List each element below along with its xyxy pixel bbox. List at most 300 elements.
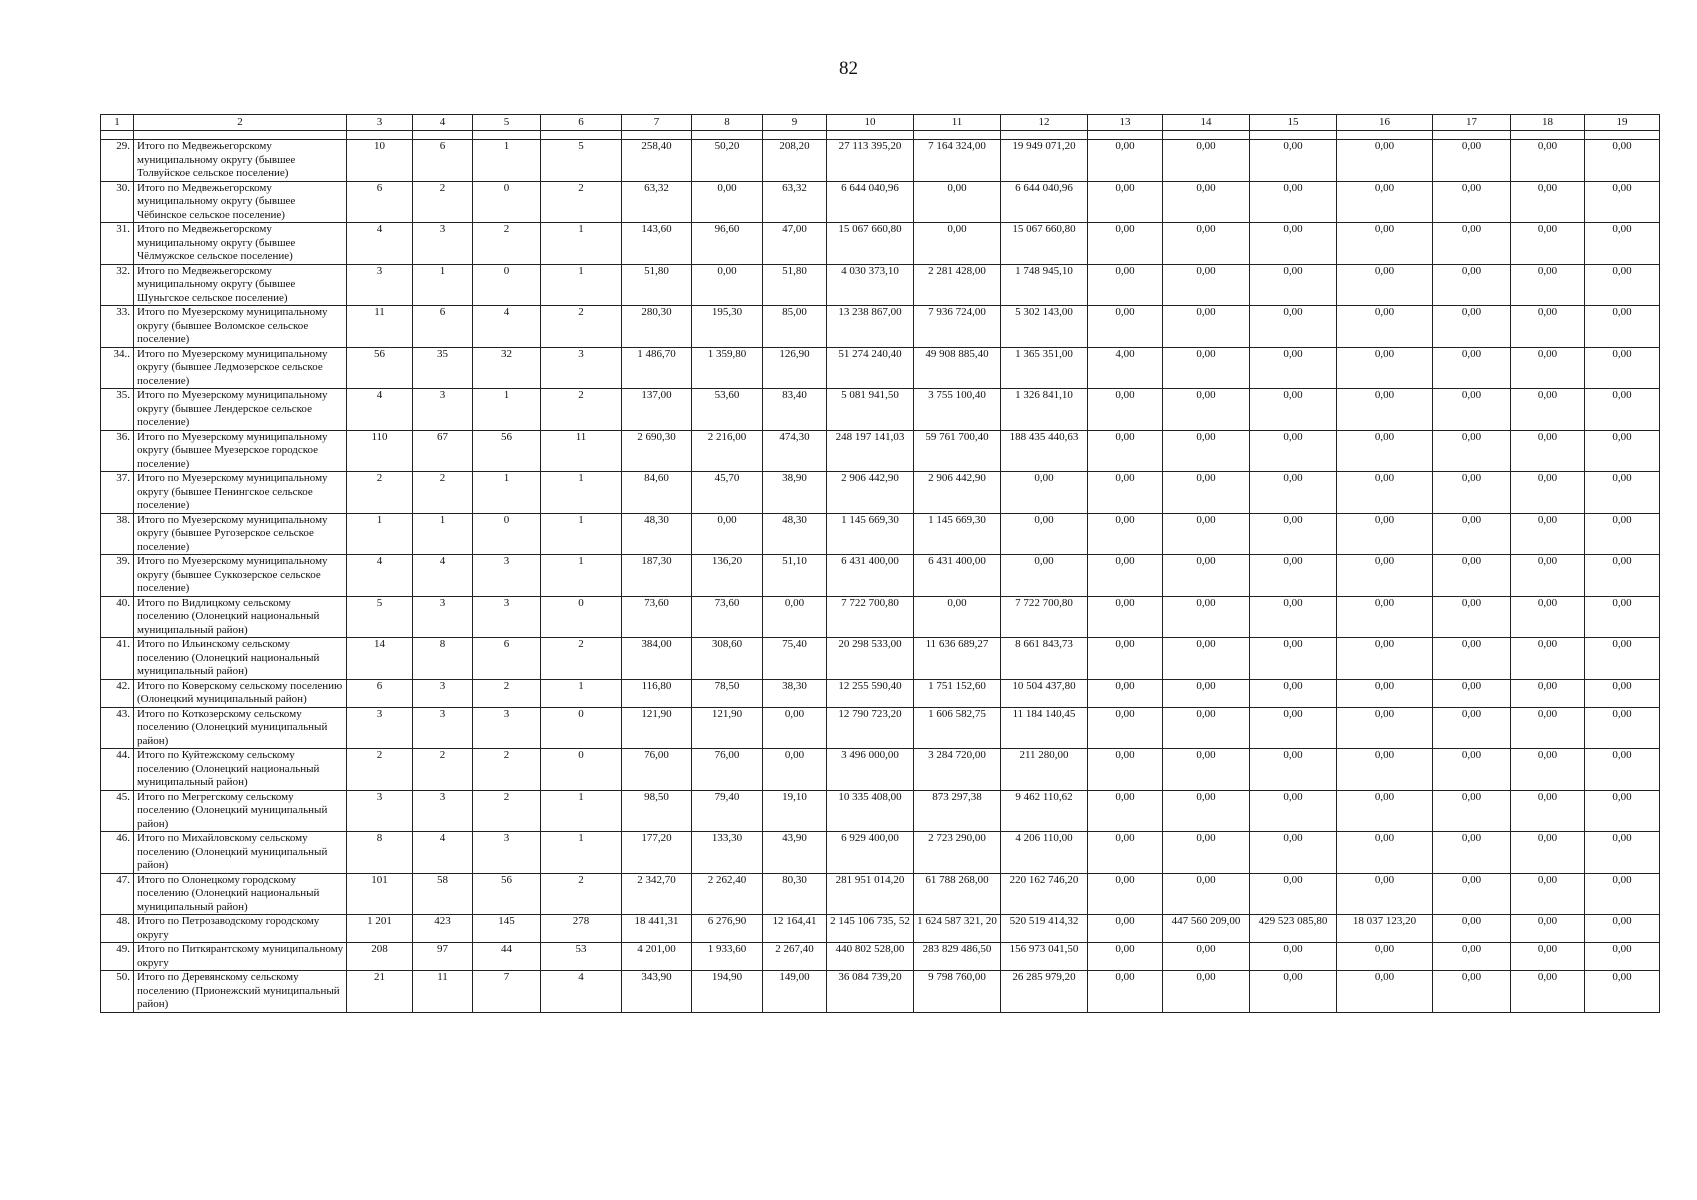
value-cell: 0,00 — [1337, 389, 1433, 431]
value-cell: 18 441,31 — [622, 915, 692, 943]
gap-cell — [827, 131, 914, 140]
table-row — [101, 389, 1660, 431]
value-cell: 0,00 — [1250, 264, 1337, 306]
value-cell: 1 — [473, 140, 541, 182]
value-cell: 0,00 — [1337, 943, 1433, 971]
value-cell: 0,00 — [1088, 596, 1163, 638]
value-cell: 27 113 395,20 — [827, 140, 914, 182]
value-cell: 4 030 373,10 — [827, 264, 914, 306]
value-cell: 101 — [347, 873, 413, 915]
gap-cell — [413, 131, 473, 140]
value-cell: 0,00 — [1337, 513, 1433, 555]
gap-row — [101, 131, 1660, 140]
row-name-cell: Итого по Муезерскому муниципальному округу (бывшее Воломское сельское поселение) — [134, 306, 347, 348]
value-cell: 0,00 — [1585, 389, 1660, 431]
value-cell: 0,00 — [1163, 790, 1250, 832]
value-cell: 2 — [541, 389, 622, 431]
value-cell: 21 — [347, 971, 413, 1013]
value-cell: 145 — [473, 915, 541, 943]
column-header-9: 9 — [763, 115, 827, 131]
value-cell: 1 748 945,10 — [1001, 264, 1088, 306]
value-cell: 0,00 — [1585, 707, 1660, 749]
value-cell: 3 — [413, 596, 473, 638]
value-cell: 1 326 841,10 — [1001, 389, 1088, 431]
value-cell: 0,00 — [914, 223, 1001, 265]
value-cell: 61 788 268,00 — [914, 873, 1001, 915]
row-number-cell: 41. — [101, 638, 134, 680]
value-cell: 0 — [541, 707, 622, 749]
row-name-cell: Итого по Михайловскому сельскому поселению (Олонецкий муниципальный район) — [134, 832, 347, 874]
value-cell: 0,00 — [1250, 347, 1337, 389]
value-cell: 12 255 590,40 — [827, 679, 914, 707]
value-cell: 0,00 — [1088, 430, 1163, 472]
column-header-4: 4 — [413, 115, 473, 131]
value-cell: 56 — [347, 347, 413, 389]
value-cell: 0,00 — [1337, 873, 1433, 915]
value-cell: 0,00 — [1585, 472, 1660, 514]
header-gap — [101, 131, 1660, 140]
value-cell: 143,60 — [622, 223, 692, 265]
header-row — [101, 115, 1660, 131]
value-cell: 7 722 700,80 — [1001, 596, 1088, 638]
value-cell: 0,00 — [1511, 873, 1585, 915]
value-cell: 1 201 — [347, 915, 413, 943]
value-cell: 343,90 — [622, 971, 692, 1013]
value-cell: 308,60 — [692, 638, 763, 680]
value-cell: 38,30 — [763, 679, 827, 707]
gap-cell — [692, 131, 763, 140]
value-cell: 5 081 941,50 — [827, 389, 914, 431]
column-header-6: 6 — [541, 115, 622, 131]
value-cell: 7 164 324,00 — [914, 140, 1001, 182]
value-cell: 873 297,38 — [914, 790, 1001, 832]
value-cell: 0,00 — [1250, 472, 1337, 514]
value-cell: 0,00 — [1585, 749, 1660, 791]
value-cell: 1 — [541, 790, 622, 832]
value-cell: 73,60 — [622, 596, 692, 638]
value-cell: 36 084 739,20 — [827, 971, 914, 1013]
value-cell: 15 067 660,80 — [827, 223, 914, 265]
value-cell: 0,00 — [1433, 140, 1511, 182]
value-cell: 0,00 — [1337, 971, 1433, 1013]
value-cell: 0,00 — [1163, 596, 1250, 638]
table-row — [101, 790, 1660, 832]
value-cell: 3 — [541, 347, 622, 389]
value-cell: 11 636 689,27 — [914, 638, 1001, 680]
row-number-cell: 34.. — [101, 347, 134, 389]
value-cell: 0,00 — [1163, 347, 1250, 389]
value-cell: 10 504 437,80 — [1001, 679, 1088, 707]
column-header-1: 1 — [101, 115, 134, 131]
table-row — [101, 472, 1660, 514]
value-cell: 0,00 — [1088, 749, 1163, 791]
value-cell: 3 — [347, 790, 413, 832]
row-name-cell: Итого по Муезерскому муниципальному округу (бывшее Лендерское сельское поселение) — [134, 389, 347, 431]
value-cell: 2 723 290,00 — [914, 832, 1001, 874]
column-header-16: 16 — [1337, 115, 1433, 131]
value-cell: 48,30 — [763, 513, 827, 555]
value-cell: 85,00 — [763, 306, 827, 348]
value-cell: 0,00 — [1250, 389, 1337, 431]
value-cell: 1 486,70 — [622, 347, 692, 389]
value-cell: 0,00 — [1585, 430, 1660, 472]
page-number: 82 — [839, 58, 858, 79]
value-cell: 0,00 — [1250, 596, 1337, 638]
value-cell: 0,00 — [1433, 472, 1511, 514]
table-row — [101, 555, 1660, 597]
row-name-cell: Итого по Муезерскому муниципальному округу (бывшее Ледмозерское сельское поселение) — [134, 347, 347, 389]
value-cell: 67 — [413, 430, 473, 472]
value-cell: 0,00 — [1163, 943, 1250, 971]
row-number-cell: 46. — [101, 832, 134, 874]
value-cell: 4 — [347, 223, 413, 265]
table-row — [101, 596, 1660, 638]
value-cell: 0,00 — [1088, 873, 1163, 915]
column-header-12: 12 — [1001, 115, 1088, 131]
value-cell: 0,00 — [1163, 679, 1250, 707]
value-cell: 280,30 — [622, 306, 692, 348]
row-name-cell: Итого по Медвежьегорскому муниципальному округу (бывшее Чёбинское сельское поселение) — [134, 181, 347, 223]
value-cell: 56 — [473, 430, 541, 472]
value-cell: 208,20 — [763, 140, 827, 182]
value-cell: 0,00 — [1511, 832, 1585, 874]
row-name-cell: Итого по Петрозаводскому городскому округу — [134, 915, 347, 943]
table-row — [101, 943, 1660, 971]
column-header-7: 7 — [622, 115, 692, 131]
value-cell: 2 — [541, 181, 622, 223]
value-cell: 12 164,41 — [763, 915, 827, 943]
column-header-5: 5 — [473, 115, 541, 131]
value-cell: 156 973 041,50 — [1001, 943, 1088, 971]
value-cell: 0,00 — [1585, 596, 1660, 638]
value-cell: 4 201,00 — [622, 943, 692, 971]
value-cell: 2 — [413, 181, 473, 223]
value-cell: 47,00 — [763, 223, 827, 265]
value-cell: 0,00 — [1250, 749, 1337, 791]
table-row — [101, 513, 1660, 555]
value-cell: 0 — [541, 749, 622, 791]
value-cell: 2 — [473, 679, 541, 707]
value-cell: 0,00 — [1585, 306, 1660, 348]
table-row — [101, 347, 1660, 389]
value-cell: 0,00 — [1250, 790, 1337, 832]
value-cell: 0,00 — [1585, 347, 1660, 389]
gap-cell — [763, 131, 827, 140]
value-cell: 0,00 — [1585, 943, 1660, 971]
value-cell: 0,00 — [1511, 264, 1585, 306]
table-row — [101, 873, 1660, 915]
value-cell: 0,00 — [1337, 430, 1433, 472]
value-cell: 0,00 — [1250, 943, 1337, 971]
value-cell: 0,00 — [1250, 223, 1337, 265]
value-cell: 283 829 486,50 — [914, 943, 1001, 971]
value-cell: 0,00 — [1250, 140, 1337, 182]
value-cell: 0,00 — [1250, 707, 1337, 749]
value-cell: 0,00 — [1250, 306, 1337, 348]
value-cell: 0,00 — [1163, 749, 1250, 791]
column-header-17: 17 — [1433, 115, 1511, 131]
value-cell: 1 — [541, 832, 622, 874]
value-cell: 79,40 — [692, 790, 763, 832]
row-number-cell: 39. — [101, 555, 134, 597]
value-cell: 1 — [413, 264, 473, 306]
row-name-cell: Итого по Муезерскому муниципальному округу (бывшее Суккозерское сельское поселение) — [134, 555, 347, 597]
value-cell: 0,00 — [1511, 389, 1585, 431]
value-cell: 3 — [413, 707, 473, 749]
value-cell: 0 — [473, 181, 541, 223]
row-number-cell: 44. — [101, 749, 134, 791]
value-cell: 2 281 428,00 — [914, 264, 1001, 306]
value-cell: 2 — [473, 790, 541, 832]
value-cell: 0,00 — [1337, 679, 1433, 707]
column-header-13: 13 — [1088, 115, 1163, 131]
value-cell: 0,00 — [1511, 223, 1585, 265]
value-cell: 194,90 — [692, 971, 763, 1013]
table-row — [101, 223, 1660, 265]
table-row — [101, 264, 1660, 306]
value-cell: 0,00 — [1250, 679, 1337, 707]
row-name-cell: Итого по Мегрегскому сельскому поселению (Олонецкий муниципальный район) — [134, 790, 347, 832]
value-cell: 0,00 — [1250, 832, 1337, 874]
value-cell: 0,00 — [1163, 306, 1250, 348]
value-cell: 0,00 — [1511, 513, 1585, 555]
value-cell: 83,40 — [763, 389, 827, 431]
value-cell: 78,50 — [692, 679, 763, 707]
value-cell: 51,10 — [763, 555, 827, 597]
value-cell: 2 690,30 — [622, 430, 692, 472]
row-number-cell: 37. — [101, 472, 134, 514]
value-cell: 0,00 — [1585, 915, 1660, 943]
value-cell: 2 — [347, 749, 413, 791]
gap-cell — [347, 131, 413, 140]
value-cell: 0,00 — [1511, 347, 1585, 389]
value-cell: 0,00 — [1163, 555, 1250, 597]
value-cell: 1 — [541, 513, 622, 555]
gap-cell — [1511, 131, 1585, 140]
value-cell: 1 624 587 321, 20 — [914, 915, 1001, 943]
value-cell: 0,00 — [1337, 140, 1433, 182]
value-cell: 0,00 — [1250, 638, 1337, 680]
value-cell: 11 — [541, 430, 622, 472]
row-number-cell: 35. — [101, 389, 134, 431]
gap-cell — [1163, 131, 1250, 140]
value-cell: 75,40 — [763, 638, 827, 680]
value-cell: 11 — [413, 971, 473, 1013]
value-cell: 2 262,40 — [692, 873, 763, 915]
value-cell: 0,00 — [1585, 679, 1660, 707]
value-cell: 3 — [473, 596, 541, 638]
value-cell: 0,00 — [1511, 596, 1585, 638]
value-cell: 248 197 141,03 — [827, 430, 914, 472]
value-cell: 0,00 — [1585, 971, 1660, 1013]
value-cell: 423 — [413, 915, 473, 943]
value-cell: 0,00 — [1088, 140, 1163, 182]
row-name-cell: Итого по Коверскому сельскому поселению (Олонецкий муниципальный район) — [134, 679, 347, 707]
row-name-cell: Итого по Муезерскому муниципальному округу (бывшее Муезерское городское поселение) — [134, 430, 347, 472]
gap-cell — [1250, 131, 1337, 140]
value-cell: 0,00 — [763, 596, 827, 638]
table-row — [101, 140, 1660, 182]
table-row — [101, 430, 1660, 472]
value-cell: 0,00 — [1511, 472, 1585, 514]
value-cell: 0,00 — [1585, 223, 1660, 265]
value-cell: 5 302 143,00 — [1001, 306, 1088, 348]
row-name-cell: Итого по Медвежьегорскому муниципальному округу (бывшее Шуньгское сельское поселение) — [134, 264, 347, 306]
value-cell: 0,00 — [1433, 306, 1511, 348]
value-cell: 136,20 — [692, 555, 763, 597]
value-cell: 12 790 723,20 — [827, 707, 914, 749]
value-cell: 440 802 528,00 — [827, 943, 914, 971]
value-cell: 429 523 085,80 — [1250, 915, 1337, 943]
table-row — [101, 749, 1660, 791]
value-cell: 6 929 400,00 — [827, 832, 914, 874]
value-cell: 49 908 885,40 — [914, 347, 1001, 389]
value-cell: 121,90 — [692, 707, 763, 749]
value-cell: 0,00 — [1163, 389, 1250, 431]
value-cell: 7 722 700,80 — [827, 596, 914, 638]
value-cell: 1 — [541, 555, 622, 597]
row-number-cell: 33. — [101, 306, 134, 348]
value-cell: 0,00 — [1001, 472, 1088, 514]
value-cell: 19,10 — [763, 790, 827, 832]
value-cell: 2 — [541, 873, 622, 915]
value-cell: 18 037 123,20 — [1337, 915, 1433, 943]
value-cell: 0,00 — [914, 181, 1001, 223]
value-cell: 51,80 — [622, 264, 692, 306]
value-cell: 187,30 — [622, 555, 692, 597]
value-cell: 1 — [541, 679, 622, 707]
value-cell: 0,00 — [692, 181, 763, 223]
column-header-3: 3 — [347, 115, 413, 131]
column-header-14: 14 — [1163, 115, 1250, 131]
value-cell: 0,00 — [1433, 347, 1511, 389]
value-cell: 0,00 — [1337, 790, 1433, 832]
value-cell: 8 — [347, 832, 413, 874]
data-table — [100, 114, 1660, 1013]
value-cell: 0,00 — [1511, 749, 1585, 791]
value-cell: 3 496 000,00 — [827, 749, 914, 791]
value-cell: 447 560 209,00 — [1163, 915, 1250, 943]
value-cell: 9 462 110,62 — [1001, 790, 1088, 832]
value-cell: 133,30 — [692, 832, 763, 874]
value-cell: 0,00 — [914, 596, 1001, 638]
value-cell: 0,00 — [1337, 347, 1433, 389]
table-row — [101, 915, 1660, 943]
value-cell: 474,30 — [763, 430, 827, 472]
gap-cell — [914, 131, 1001, 140]
value-cell: 1 145 669,30 — [914, 513, 1001, 555]
value-cell: 6 644 040,96 — [1001, 181, 1088, 223]
value-cell: 0,00 — [1433, 943, 1511, 971]
value-cell: 121,90 — [622, 707, 692, 749]
value-cell: 0,00 — [1585, 873, 1660, 915]
table-row — [101, 181, 1660, 223]
value-cell: 1 — [541, 472, 622, 514]
value-cell: 0,00 — [1433, 513, 1511, 555]
value-cell: 0,00 — [1433, 707, 1511, 749]
value-cell: 6 — [413, 140, 473, 182]
value-cell: 0,00 — [1337, 638, 1433, 680]
row-number-cell: 36. — [101, 430, 134, 472]
value-cell: 59 761 700,40 — [914, 430, 1001, 472]
column-header-15: 15 — [1250, 115, 1337, 131]
value-cell: 1 606 582,75 — [914, 707, 1001, 749]
value-cell: 3 — [473, 555, 541, 597]
value-cell: 1 365 351,00 — [1001, 347, 1088, 389]
value-cell: 0,00 — [1088, 472, 1163, 514]
value-cell: 0,00 — [1088, 555, 1163, 597]
value-cell: 110 — [347, 430, 413, 472]
value-cell: 2 — [413, 749, 473, 791]
value-cell: 0,00 — [1585, 832, 1660, 874]
value-cell: 7 — [473, 971, 541, 1013]
value-cell: 2 906 442,90 — [827, 472, 914, 514]
value-cell: 0,00 — [1163, 513, 1250, 555]
value-cell: 56 — [473, 873, 541, 915]
value-cell: 0,00 — [1337, 596, 1433, 638]
value-cell: 0,00 — [1250, 513, 1337, 555]
value-cell: 0,00 — [1433, 679, 1511, 707]
value-cell: 0,00 — [1163, 638, 1250, 680]
value-cell: 0,00 — [1511, 790, 1585, 832]
gap-cell — [1337, 131, 1433, 140]
value-cell: 58 — [413, 873, 473, 915]
value-cell: 1 145 669,30 — [827, 513, 914, 555]
value-cell: 3 — [413, 223, 473, 265]
table-row — [101, 638, 1660, 680]
value-cell: 76,00 — [622, 749, 692, 791]
row-number-cell: 47. — [101, 873, 134, 915]
value-cell: 1 — [541, 223, 622, 265]
gap-cell — [541, 131, 622, 140]
value-cell: 19 949 071,20 — [1001, 140, 1088, 182]
value-cell: 10 335 408,00 — [827, 790, 914, 832]
value-cell: 4 — [413, 832, 473, 874]
gap-cell — [622, 131, 692, 140]
row-name-cell: Итого по Видлицкому сельскому поселению (Олонецкий национальный муниципальный район) — [134, 596, 347, 638]
value-cell: 3 — [473, 832, 541, 874]
value-cell: 43,90 — [763, 832, 827, 874]
value-cell: 0,00 — [1088, 513, 1163, 555]
value-cell: 7 936 724,00 — [914, 306, 1001, 348]
value-cell: 0,00 — [1433, 264, 1511, 306]
value-cell: 1 — [413, 513, 473, 555]
value-cell: 96,60 — [692, 223, 763, 265]
column-header-11: 11 — [914, 115, 1001, 131]
value-cell: 0,00 — [1337, 472, 1433, 514]
value-cell: 0,00 — [1337, 555, 1433, 597]
value-cell: 0,00 — [1511, 638, 1585, 680]
row-number-cell: 32. — [101, 264, 134, 306]
row-number-cell: 38. — [101, 513, 134, 555]
row-number-cell: 42. — [101, 679, 134, 707]
value-cell: 384,00 — [622, 638, 692, 680]
value-cell: 0,00 — [1163, 140, 1250, 182]
value-cell: 3 — [413, 389, 473, 431]
value-cell: 80,30 — [763, 873, 827, 915]
value-cell: 4 — [347, 389, 413, 431]
value-cell: 6 — [347, 679, 413, 707]
value-cell: 84,60 — [622, 472, 692, 514]
value-cell: 4 — [347, 555, 413, 597]
value-cell: 278 — [541, 915, 622, 943]
value-cell: 51 274 240,40 — [827, 347, 914, 389]
value-cell: 0,00 — [1088, 790, 1163, 832]
value-cell: 0,00 — [1337, 181, 1433, 223]
column-header-2: 2 — [134, 115, 347, 131]
value-cell: 20 298 533,00 — [827, 638, 914, 680]
value-cell: 1 — [541, 264, 622, 306]
